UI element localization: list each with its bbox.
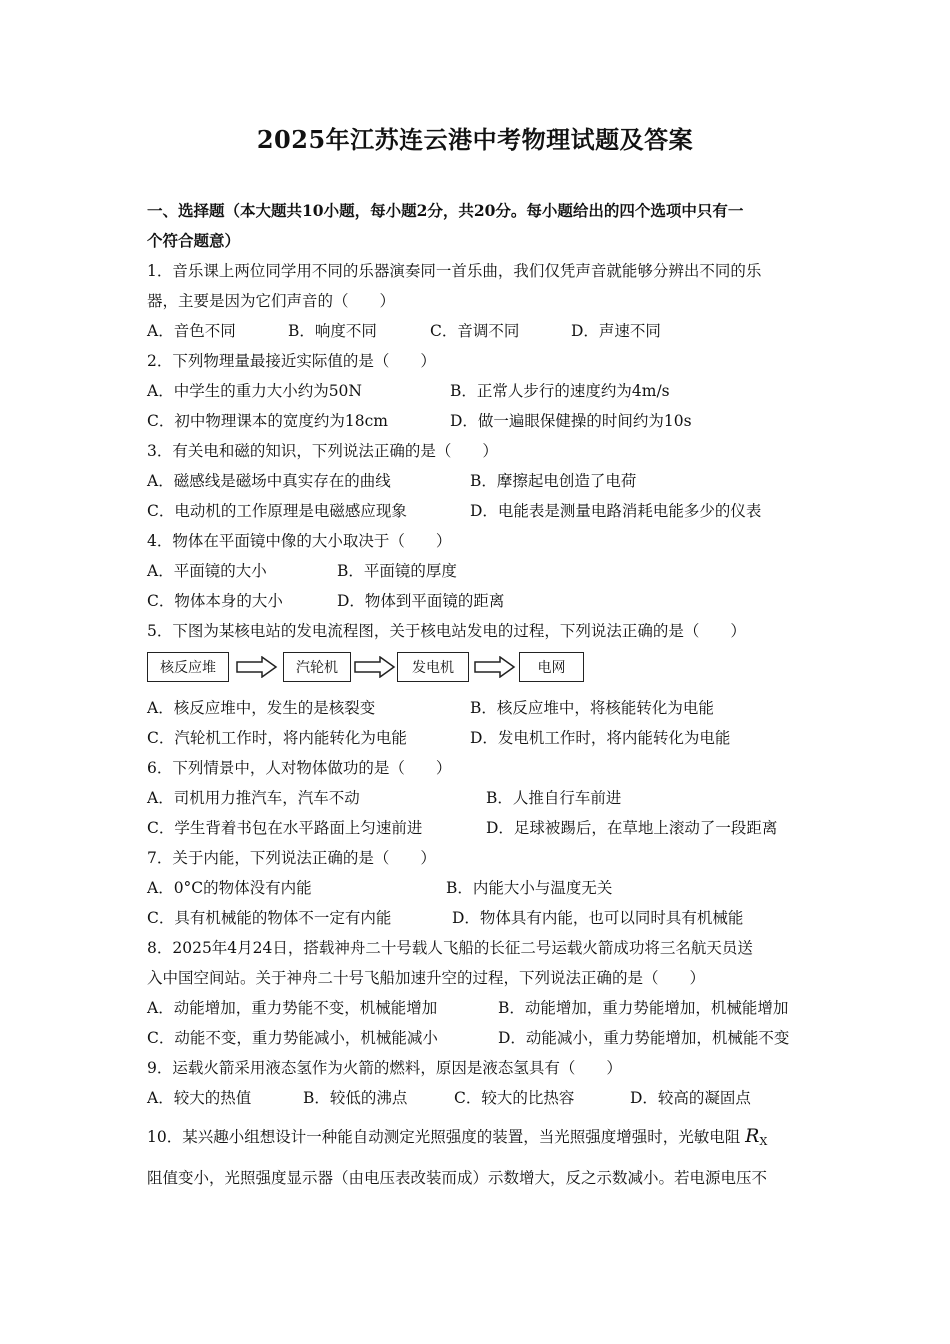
q6-options-row2	[0, 818, 950, 838]
power-flow-diagram	[147, 652, 587, 686]
q2-option-d: D．做一遍眼保健操的时间约为10s	[450, 412, 692, 430]
q1-option-a: A．音色不同	[147, 322, 236, 340]
q5-options-row1	[0, 698, 950, 718]
q10-stem	[147, 1126, 767, 1152]
flow-box-generator: 发电机	[397, 652, 469, 682]
q1-options	[0, 321, 950, 341]
q8-option-d: D．动能减小，重力势能增加，机械能不变	[498, 1029, 790, 1047]
flow-arrow-icon	[354, 656, 396, 678]
flow-box-reactor: 核反应堆	[147, 652, 229, 682]
q7-option-b: B．内能大小与温度无关	[446, 879, 613, 897]
q8-options-row2	[0, 1028, 950, 1048]
q3-options-row1	[0, 471, 950, 491]
q8-options-row1	[0, 998, 950, 1018]
q3-option-c: C．电动机的工作原理是电磁感应现象	[147, 502, 407, 520]
q1-option-d: D．声速不同	[571, 322, 661, 340]
q8-stem: 8．2025年4月24日，搭载神舟二十号载人飞船的长征二号运载火箭成功将三名航天员送	[147, 939, 753, 957]
q4-option-c: C．物体本身的大小	[147, 592, 283, 610]
q3-option-a: A．磁感线是磁场中真实存在的曲线	[147, 472, 391, 490]
q5-options-row2	[0, 728, 950, 748]
q8-option-b: B．动能增加，重力势能增加，机械能增加	[498, 999, 789, 1017]
q4-options-row1	[0, 561, 950, 581]
q3-option-d: D．电能表是测量电路消耗电能多少的仪表	[470, 502, 762, 520]
q2-stem: 2．下列物理量最接近实际值的是（ ）	[147, 352, 436, 370]
q5-stem: 5．下图为某核电站的发电流程图，关于核电站发电的过程，下列说法正确的是（ ）	[147, 622, 746, 640]
page-title: 2025年江苏连云港中考物理试题及答案	[256, 125, 694, 154]
q6-option-d: D．足球被踢后，在草地上滚动了一段距离	[486, 819, 778, 837]
q5-option-b: B．核反应堆中，将核能转化为电能	[470, 699, 714, 717]
q6-options-row1	[0, 788, 950, 808]
flow-arrow-icon	[474, 656, 516, 678]
q8-option-c: C．动能不变，重力势能减小，机械能减小	[147, 1029, 438, 1047]
q9-stem: 9．运载火箭采用液态氢作为火箭的燃料，原因是液态氢具有（ ）	[147, 1059, 622, 1077]
q7-stem: 7．关于内能，下列说法正确的是（ ）	[147, 849, 436, 867]
q8-stem-cont: 入中国空间站。关于神舟二十号飞船加速升空的过程，下列说法正确的是（ ）	[147, 969, 706, 987]
q6-stem: 6．下列情景中，人对物体做功的是（ ）	[147, 759, 452, 777]
q1-stem-cont: 器，主要是因为它们声音的（ ）	[147, 292, 396, 310]
q2-options-row1	[0, 381, 950, 401]
section-heading: 一、选择题（本大题共10小题，每小题2分，共20分。每小题给出的四个选项中只有一	[147, 201, 744, 220]
q1-option-b: B．响度不同	[288, 322, 377, 340]
q6-option-a: A．司机用力推汽车，汽车不动	[147, 789, 360, 807]
q6-option-c: C．学生背着书包在水平路面上匀速前进	[147, 819, 423, 837]
q3-options-row2	[0, 501, 950, 521]
q7-option-c: C．具有机械能的物体不一定有内能	[147, 909, 392, 927]
q9-options	[0, 1088, 950, 1108]
q2-option-c: C．初中物理课本的宽度约为18cm	[147, 412, 388, 430]
q5-option-a: A．核反应堆中，发生的是核裂变	[147, 699, 376, 717]
resistor-symbol: R	[745, 1125, 760, 1147]
q7-options-row2	[0, 908, 950, 928]
q4-option-d: D．物体到平面镜的距离	[337, 592, 505, 610]
flow-box-turbine: 汽轮机	[283, 652, 351, 682]
q2-option-a: A．中学生的重力大小约为50N	[147, 382, 362, 400]
flow-arrow-icon	[236, 656, 278, 678]
resistor-subscript: X	[759, 1135, 768, 1148]
q9-option-a: A．较大的热值	[147, 1089, 252, 1107]
q6-option-b: B．人推自行车前进	[486, 789, 622, 807]
q9-option-d: D．较高的凝固点	[630, 1089, 751, 1107]
q10-stem-cont: 阻值变小，光照强度显示器（由电压表改装而成）示数增大，反之示数减小。若电源电压不	[147, 1169, 768, 1187]
q3-stem: 3．有关电和磁的知识，下列说法正确的是（ ）	[147, 442, 498, 460]
q9-option-c: C．较大的比热容	[454, 1089, 575, 1107]
flow-box-grid: 电网	[519, 652, 584, 682]
q2-option-b: B．正常人步行的速度约为4m/s	[450, 382, 670, 400]
q5-option-c: C．汽轮机工作时，将内能转化为电能	[147, 729, 407, 747]
section-heading-cont: 个符合题意）	[147, 231, 241, 250]
q3-option-b: B．摩擦起电创造了电荷	[470, 472, 637, 490]
q4-stem: 4．物体在平面镜中像的大小取决于（ ）	[147, 532, 452, 550]
q4-option-b: B．平面镜的厚度	[337, 562, 457, 580]
q1-stem: 1．音乐课上两位同学用不同的乐器演奏同一首乐曲，我们仅凭声音就能够分辨出不同的乐	[147, 262, 762, 280]
q7-option-d: D．物体具有内能，也可以同时具有机械能	[452, 909, 744, 927]
q8-option-a: A．动能增加，重力势能不变，机械能增加	[147, 999, 438, 1017]
q4-option-a: A．平面镜的大小	[147, 562, 267, 580]
q4-options-row2	[0, 591, 950, 611]
q5-option-d: D．发电机工作时，将内能转化为电能	[470, 729, 731, 747]
q2-options-row2	[0, 411, 950, 431]
q9-option-b: B．较低的沸点	[303, 1089, 408, 1107]
q10-stem-text: 10．某兴趣小组想设计一种能自动测定光照强度的装置，当光照强度增强时，光敏电阻	[147, 1128, 741, 1146]
q7-option-a: A．0°C的物体没有内能	[147, 879, 312, 897]
q1-option-c: C．音调不同	[430, 322, 520, 340]
q7-options-row1	[0, 878, 950, 898]
